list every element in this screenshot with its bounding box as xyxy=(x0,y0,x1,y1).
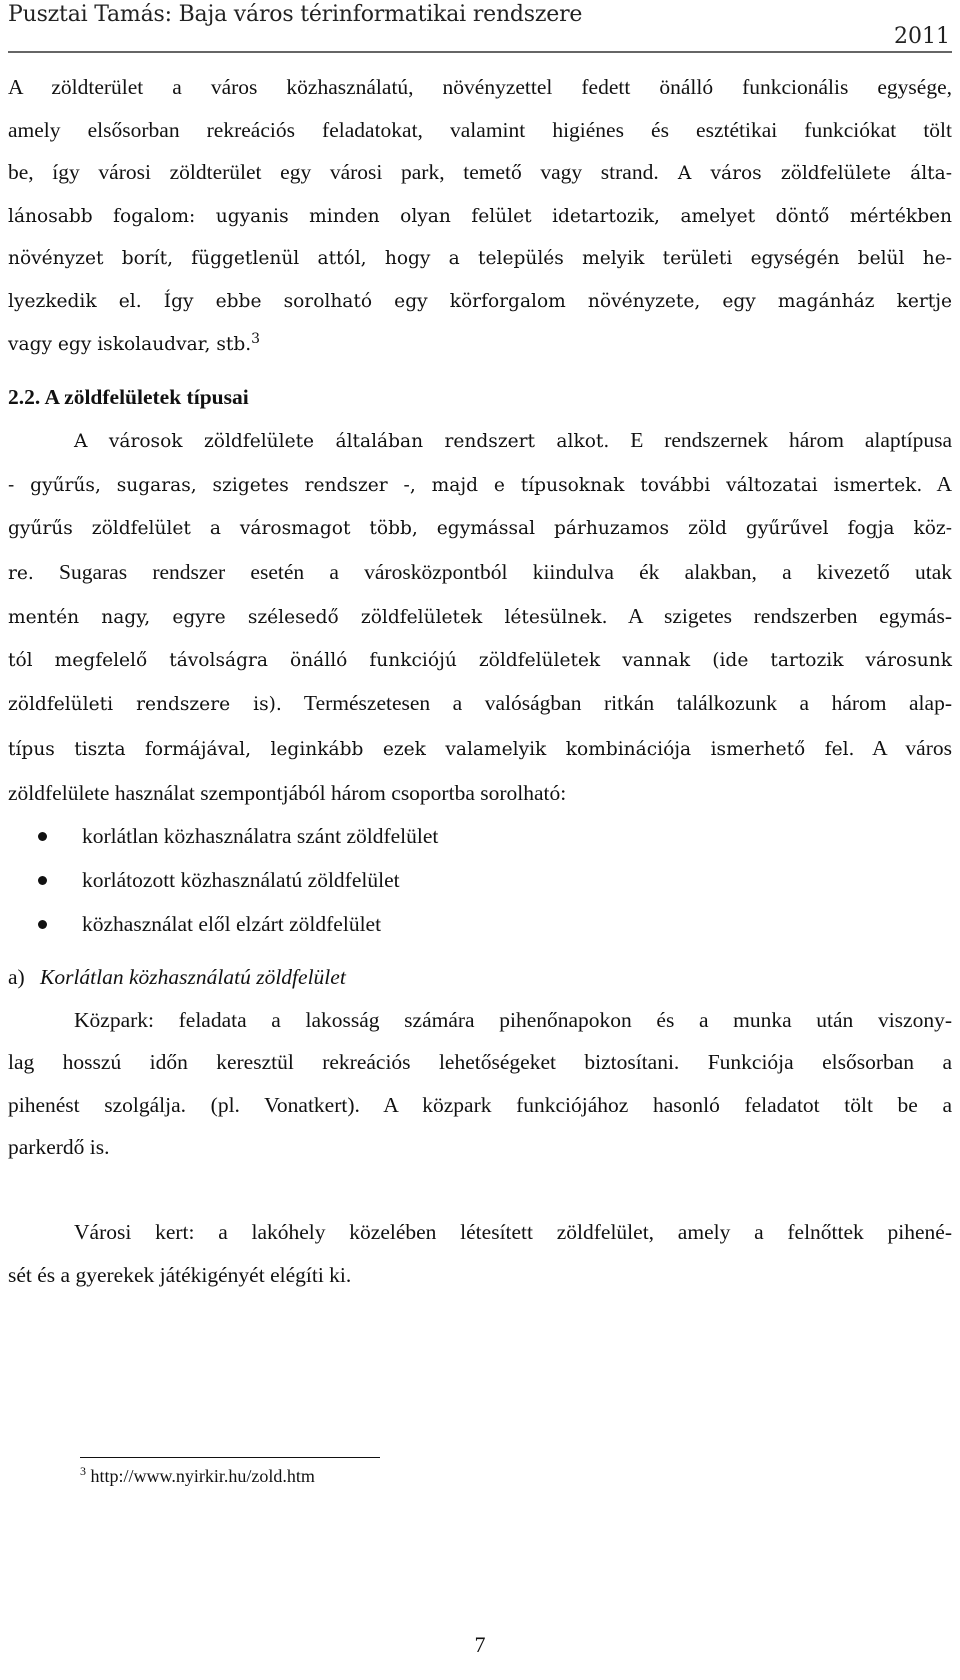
section-heading: 2.2. A zöldfelületek típusai xyxy=(8,385,249,410)
text-line: amely elsősorban rekreációs feladatokat, valamint higiénes és esztétikai funkciókat tölt xyxy=(8,117,952,142)
paragraph-spacer xyxy=(8,1169,952,1211)
list-item-label: közhasználat elől elzárt zöldfelület xyxy=(82,912,382,937)
text-segment: A városok zöldfelülete általában rendszert alkot. xyxy=(74,430,610,452)
text-segment: E rendszernek három alaptípusa xyxy=(609,427,952,452)
list-item-label: korlátozott közhasználatú zöldfelület xyxy=(82,868,400,893)
text-segment: - gyűrűs, sugaras, szigetes rendszer -, majd e típusoknak további változatai ismertek. xyxy=(8,475,923,497)
paragraph-types xyxy=(8,419,952,814)
text-line: tól megfelelő távolságra önálló funkciójú zöldfelületek vannak (ide tartozik városunk xyxy=(8,649,952,671)
text-line xyxy=(8,595,952,640)
subsection-heading xyxy=(8,956,952,999)
paragraph-varosi-kert xyxy=(8,1211,952,1296)
text-line: Városi kert: a lakóhely közelében létesített zöldfelület, amely a felnőttek pihené- xyxy=(74,1220,952,1245)
footnote-number: 3 xyxy=(80,1464,86,1478)
text-segment: mentén nagy, egyre szélesedő zöldfelületek létesülnek. xyxy=(8,607,608,629)
text-line: A zöldterület a város közhasználatú, növényzettel fedett önálló funkcionális egysége, xyxy=(8,75,952,99)
text-segment: típus tiszta formájával, leginkább ezek valamelyik kombinációja ismerhető fel. xyxy=(8,738,855,760)
text-line: zöldfelülete használat szempontjából három csoportba sorolható: xyxy=(8,780,567,805)
text-segment: A város xyxy=(854,735,952,760)
text-line: parkerdő is. xyxy=(8,1135,110,1160)
text-line: növényzet borít, függetlenül attól, hogy a település melyik területi egységén belül he- xyxy=(8,248,952,270)
subsection-title: Korlátlan közhasználatú zöldfelület xyxy=(40,965,346,990)
header-rule xyxy=(8,51,952,53)
running-header xyxy=(8,0,952,52)
list-item xyxy=(8,902,952,946)
text-segment: A város zöldfelülete álta- xyxy=(658,163,952,185)
footnote-separator xyxy=(80,1457,380,1458)
bullet-list xyxy=(8,814,952,946)
text-line: Közpark: feladata a lakosság számára pihenőnapokon és a munka után viszony- xyxy=(74,1007,952,1032)
text-line xyxy=(8,463,952,508)
text-segment: Sugaras rendszer esetén a városközpontból kiindulva ék alakban, a kivezető utak xyxy=(33,559,952,584)
text-line xyxy=(8,682,952,727)
header-title: Pusztai Tamás: Baja város térinformatikai rendszere xyxy=(8,2,583,27)
footnote-link[interactable]: http://www.nyirkir.hu/zold.htm xyxy=(86,1466,315,1486)
bullet-icon xyxy=(38,920,47,929)
list-item xyxy=(8,814,952,858)
text-segment: be, így városi zöldterület egy városi park, temető vagy strand. xyxy=(8,160,659,185)
text-segment: re. xyxy=(8,562,34,584)
footnote-reference[interactable]: 3 xyxy=(251,330,261,347)
footnote xyxy=(80,1463,315,1489)
subsection-marker: a) xyxy=(8,965,25,990)
paragraph-kozpark xyxy=(8,999,952,1169)
text-line: sét és a gyerekek játékigényét elégíti ki. xyxy=(8,1262,352,1287)
text-line: lánosabb fogalom: ugyanis minden olyan felület idetartozik, amelyet döntő mértékben xyxy=(8,205,952,227)
paragraph-definition xyxy=(8,66,952,366)
text-line: lyezkedik el. Így ebbe sorolható egy körforgalom növényzete, egy magánház kertje xyxy=(8,290,952,312)
text-segment: A xyxy=(922,472,953,497)
text-segment: Természetesen a valóságban ritkán találkozunk a három alap- xyxy=(281,691,952,716)
text-line xyxy=(8,324,952,367)
list-item xyxy=(8,858,952,902)
text-segment: A szigetes rendszerben egymás- xyxy=(607,604,952,629)
text-segment: vagy egy iskolaudvar, stb. xyxy=(8,333,252,355)
text-segment: zöldfelületi rendszere is). xyxy=(8,694,282,716)
text-line: pihenést szolgálja. (pl. Vonatkert). A közpark funkciójához hasonló feladatot tölt be a xyxy=(8,1092,952,1117)
header-year: 2011 xyxy=(894,24,950,49)
text-line: lag hosszú időn keresztül rekreációs lehetőségeket biztosítani. Funkciója elsősorban a xyxy=(8,1050,952,1075)
page-number: 7 xyxy=(474,1632,486,1657)
page-body xyxy=(8,66,952,1296)
bullet-icon xyxy=(38,832,47,841)
text-line xyxy=(8,551,952,596)
text-line xyxy=(8,419,952,464)
text-line: gyűrűs zöldfelület a városmagot több, egymással párhuzamos zöld gyűrűvel fogja köz- xyxy=(8,517,952,539)
list-item-label: korlátlan közhasználatra szánt zöldfelület xyxy=(82,824,439,849)
bullet-icon xyxy=(38,876,47,885)
text-line xyxy=(8,727,952,772)
text-line xyxy=(8,151,952,196)
